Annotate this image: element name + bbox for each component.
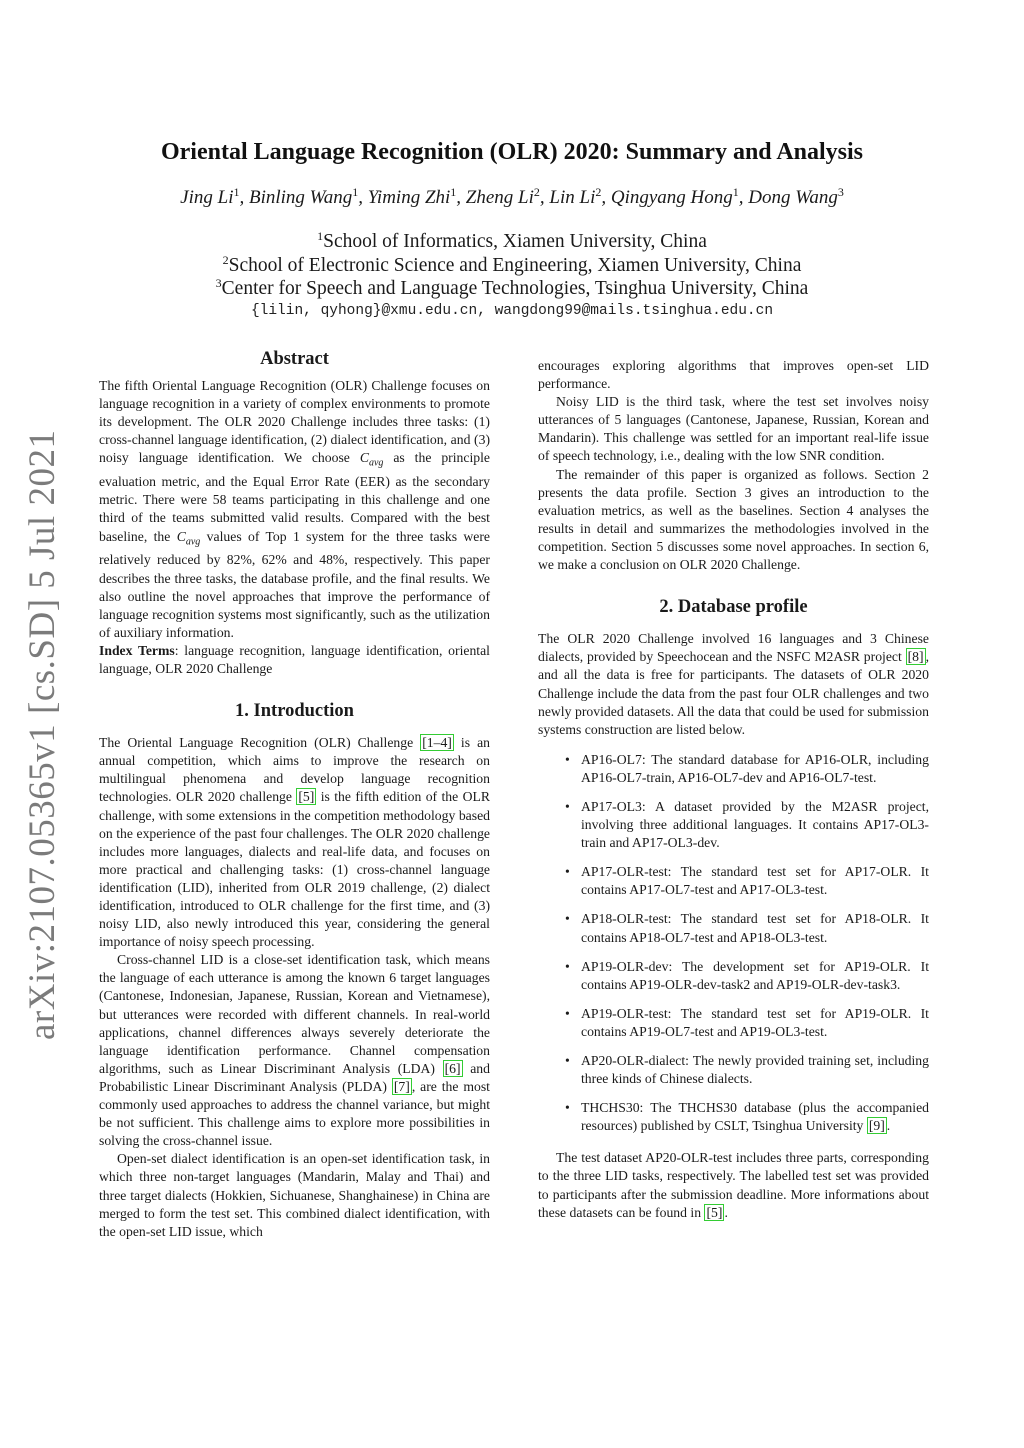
database-paragraph: The test dataset AP20-OLR-test includes three parts, corresponding to the three LID tasks, respectively. The labelled test set was provided to participants after the submission deadline. More informations about these datasets can be found in [5] . [538,1150,929,1220]
author-affiliation-mark: 2 [533,185,540,199]
database-paragraph: The OLR 2020 Challenge involved 16 languages and 3 Chinese dialects, provided by Speechocean and the NSFC M2ASR project [8] , and all the data is free for participants. The datasets of OLR 2020 Challenge include the data from the past four OLR challenges and two newly provided datasets. All the data that could be used for submission systems construction are listed below. [538,631,929,737]
author: Dong Wang [748,187,838,208]
dataset-item: • AP17-OLR-test: The standard test set for AP17-OLR. It contains AP17-OL7-test and AP17-OL3-test. [538,863,929,899]
paper-title: Oriental Language Recognition (OLR) 2020: Summary and Analysis [160,139,864,165]
intro-heading: 1. Introduction [235,701,354,722]
dataset-item: • AP19-OLR-dev: The development set for AP19-OLR. It contains AP19-OLR-dev-task2 and AP19-OLR-dev-task3. [538,958,929,994]
author: Zheng Li [465,187,534,208]
affiliation-line: $^2$School of Electronic Science and Engineering, Xiamen University, China [222,252,802,276]
author: Lin Li [549,187,596,208]
intro-paragraph: Noisy LID is the third task, where the test set involves noisy utterances of 5 languages (Cantonese, Japanese, Russian, Korean and Mandarin). This challenge was settled for an important real-life issue of speech technology, i.e., dealing with the low SNR condition. [538,394,929,464]
citation-link[interactable]: [1–4] [422,735,452,751]
index-terms: Index Terms: language recognition, language identification, oriental language, OLR 2020 Challenge [99,642,490,676]
dataset-item: • AP20-OLR-dialect: The newly provided training set, including three kinds of Chinese dialects. [538,1052,929,1088]
author-emails: {lilin, qyhong}@xmu.edu.cn, wangdong99@mails.tsinghua.edu.cn [250,303,774,319]
abstract-heading: Abstract [260,349,329,369]
dataset-list [538,751,929,1136]
author-affiliation-mark: 1 [732,185,739,199]
affiliations [0,230,1024,301]
intro-paragraph: The Oriental Language Recognition (OLR) Challenge [1–4] is an annual competition, which aims to improve the research on multilingual phenomena and develop language recognition technologies. OLR 2020 challenge [5] is the fifth edition of the OLR challenge, with some extensions in the competition methodology based on the experience of the past four challenges. The OLR 2020 challenge includes more languages, dialects and real-life data, and focuses on more practical and challenging tasks: (1) cross-channel language identification (LID), inherited from OLR 2019 challenge, (2) dialect identification, introduced to OLR challenge for the first time, and (3) noisy LID, also newly introduced this year, considering the general importance of noisy speech processing. [99,735,490,950]
author-affiliation-mark: 2 [595,185,602,199]
citation-link[interactable]: [5] [298,789,315,805]
author: Binling Wang [248,187,353,208]
dataset-item: • AP18-OLR-test: The standard test set for AP18-OLR. It contains AP18-OL7-test and AP18-OL3-test. [538,910,929,946]
arxiv-stamp: arXiv:2107.05365v1 [cs.SD] 5 Jul 2021 [22,429,63,1040]
affiliation-line: $^1$School of Informatics, Xiamen University, China [317,229,707,252]
author: Jing Li [180,187,234,208]
author: Qingyang Hong [610,187,733,208]
author-affiliation-mark: 1 [352,185,359,199]
abstract-text: The fifth Oriental Language Recognition (OLR) Challenge focuses on language recognition in a variety of complex environments to promote its development. The OLR 2020 Challenge includes three tasks: (1) cross-channel language identification, (2) dialect identification, and (3) noisy language identification. We choose $C_{avg}$ as the principle evaluation metric, and the Equal Error Rate (EER) as the secondary metric. There were 58 teams participating in this challenge and one third of the teams submitted valid results. Compared with the best baseline, the $C_{avg}$ values of Top 1 system for the three tasks were relatively reduced by 82%, 62% and 48%, respectively. This paper describes the three tasks, the database profile, and the final results. We also outline the novel approaches that improve the performance of language recognition systems most significantly, such as the utilization of auxiliary information. [99,378,490,640]
author-affiliation-mark: 1 [450,185,457,199]
right-column [538,357,929,1222]
dataset-item: • AP19-OLR-test: The standard test set for AP19-OLR. It contains AP19-OL7-test and AP19-OL3-test. [538,1005,929,1041]
database-heading: 2. Database profile [659,597,808,618]
intro-paragraph: Open-set dialect identification is an open-set identification task, in which three non-target languages (Mandarin, Malay and Thai) and three target dialects (Hokkien, Sichuanese, Shanghainese) in China are merged to form the test set. This combined dialect identification, with the open-set LID issue, which [99,1151,490,1239]
citation-link[interactable]: [9] [868,1118,885,1134]
author-list: Jing Li$^1$, Binling Wang$^1$, Yiming Zhi$^1$, Zheng Li$^2$, Lin Li$^2$, Qingyang Hong$^1$, Dong Wang$^3$ [180,185,844,208]
citation-link[interactable]: [8] [907,649,924,665]
author: Yiming Zhi [367,187,451,208]
dataset-item: • AP16-OL7: The standard database for AP16-OLR, including AP16-OL7-train, AP16-OL7-dev and AP16-OL7-test. [538,751,929,787]
citation-link[interactable]: [5] [706,1204,723,1220]
dataset-item: • THCHS30: The THCHS30 database (plus the accompanied resources) published by CSLT, Tsinghua University [9] . [538,1099,929,1135]
left-column [99,350,490,1241]
intro-paragraph: The remainder of this paper is organized as follows. Section 2 presents the data profile. Section 3 gives an introduction to the evaluation metrics, as well as the baselines. Section 4 analyses the results in detail and summarizes the methodologies involved in the competition. Section 5 discusses some novel approaches. In section 6, we make a conclusion on OLR 2020 Challenge. [538,466,929,573]
cavg-symbol: $C_{avg}$ [359,450,384,470]
intro-paragraph: Cross-channel LID is a close-set identification task, which means the language of each utterance is among the known 6 target languages (Cantonese, Indonesian, Japanese, Russian, Korean and Vietnamese), but utterances were recorded with different channels. In real-world applications, channel differences always severely deteriorate the language identification performance. Channel compensation algorithms, such as Linear Discriminant Analysis (LDA) [6] and Probabilistic Linear Discriminant Analysis (PLDA) [7] , are the most commonly used approaches to address the channel variance, but might be not sufficient. This challenge aims to explore more possibilities in solving the cross-channel issue. [99,952,490,1149]
citation-link[interactable]: [7] [393,1078,410,1094]
intro-paragraph-continued: encourages exploring algorithms that improves open-set LID performance. [538,358,929,392]
cavg-symbol: $C_{avg}$ [176,528,201,548]
author-affiliation-mark: 3 [837,185,844,199]
author-affiliation-mark: 1 [233,185,240,199]
citation-link[interactable]: [6] [444,1060,461,1076]
dataset-item: • AP17-OL3: A dataset provided by the M2ASR project, involving three additional languages. It contains AP17-OL3-train and AP17-OL3-dev. [538,798,929,852]
affiliation-line: $^3$Center for Speech and Language Technologies, Tsinghua University, China [215,276,809,299]
